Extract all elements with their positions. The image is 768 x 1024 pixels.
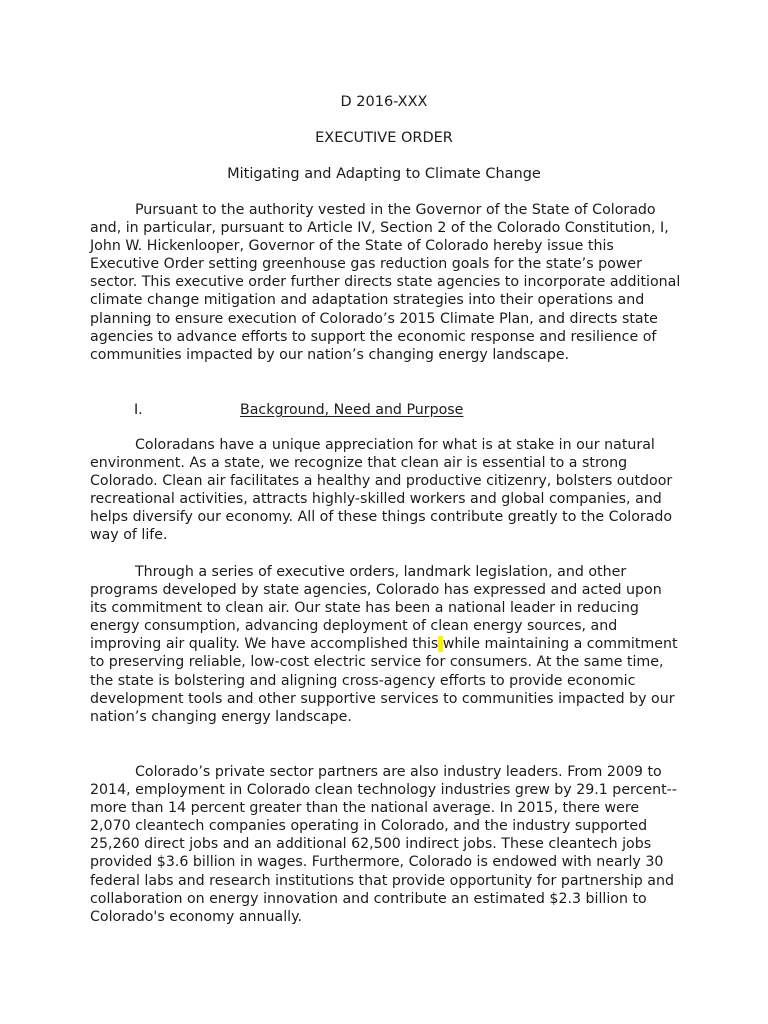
- order-number: D 2016-XXX: [340, 94, 428, 110]
- intro-paragraph: Pursuant to the authority vested in the Governor of the State of Colorado and, in particular, pursuant to Article IV, Section 2 of the Colorado Constitution, I, John W. Hickenlooper, Governor of the State of Colorado hereby issue this Executive Order setting greenhouse gas reduction goals for the state’s power sector. This executive order further directs state agencies to incorporate additional climate change mitigation and adaptation strategies into their operations and planning to ensure execution of Colorado’s 2015 Climate Plan, and directs state agencies to advance efforts to support the economic response and resilience of communities impacted by our nation’s changing energy landscape.: [90, 202, 681, 363]
- paragraph-executive-orders: [90, 563, 682, 726]
- paragraph-private-sector: Colorado’s private sector partners are also industry leaders. From 2009 to 2014, employment in Colorado clean technology industries grew by 29.1 percent-- more than 14 percent greater than the national average. In 2015, there were 2,070 cleantech companies operating in Colorado, and the industry supported 25,260 direct jobs and an additional 62,500 indirect jobs. These cleantech jobs provided $3.6 billion in wages. Furthermore, Colorado is endowed with nearly 30 federal labs and research institutions that provide opportunity for partnership and collaboration on energy innovation and contribute an estimated $2.3 billion to Colorado's economy annually.: [90, 764, 677, 925]
- paragraph-text-before-highlight: Through a series of executive orders, landmark legislation, and other programs developed by state agencies, Colorado has expressed and acted upon its commitment to clean air. Our state has been a national leader in reducing energy consumption, advancing deployment of clean energy sources, and improving air quality. We have accomplished this: [90, 564, 662, 653]
- document-type-heading: EXECUTIVE ORDER: [315, 130, 453, 146]
- paragraph-text-after-highlight: while maintaining a commitment to preserving reliable, low-cost electric service for consumers. At the same time, the state is bolstering and aligning cross-agency efforts to provide economic development tools and other supportive services to communities impacted by our nation’s changing energy landscape.: [90, 636, 678, 725]
- document-title: Mitigating and Adapting to Climate Change: [227, 166, 541, 182]
- paragraph-background: Coloradans have a unique appreciation for what is at stake in our natural environment. As a state, we recognize that clean air is essential to a strong Colorado. Clean air facilitates a healthy and productive citizenry, bolsters outdoor recreational activities, attracts highly-skilled workers and global companies, and helps diversify our economy. All of these things contribute greatly to the Colorado way of life.: [90, 437, 673, 544]
- section-numeral: I.: [134, 402, 143, 418]
- section-title: Background, Need and Purpose: [240, 402, 464, 418]
